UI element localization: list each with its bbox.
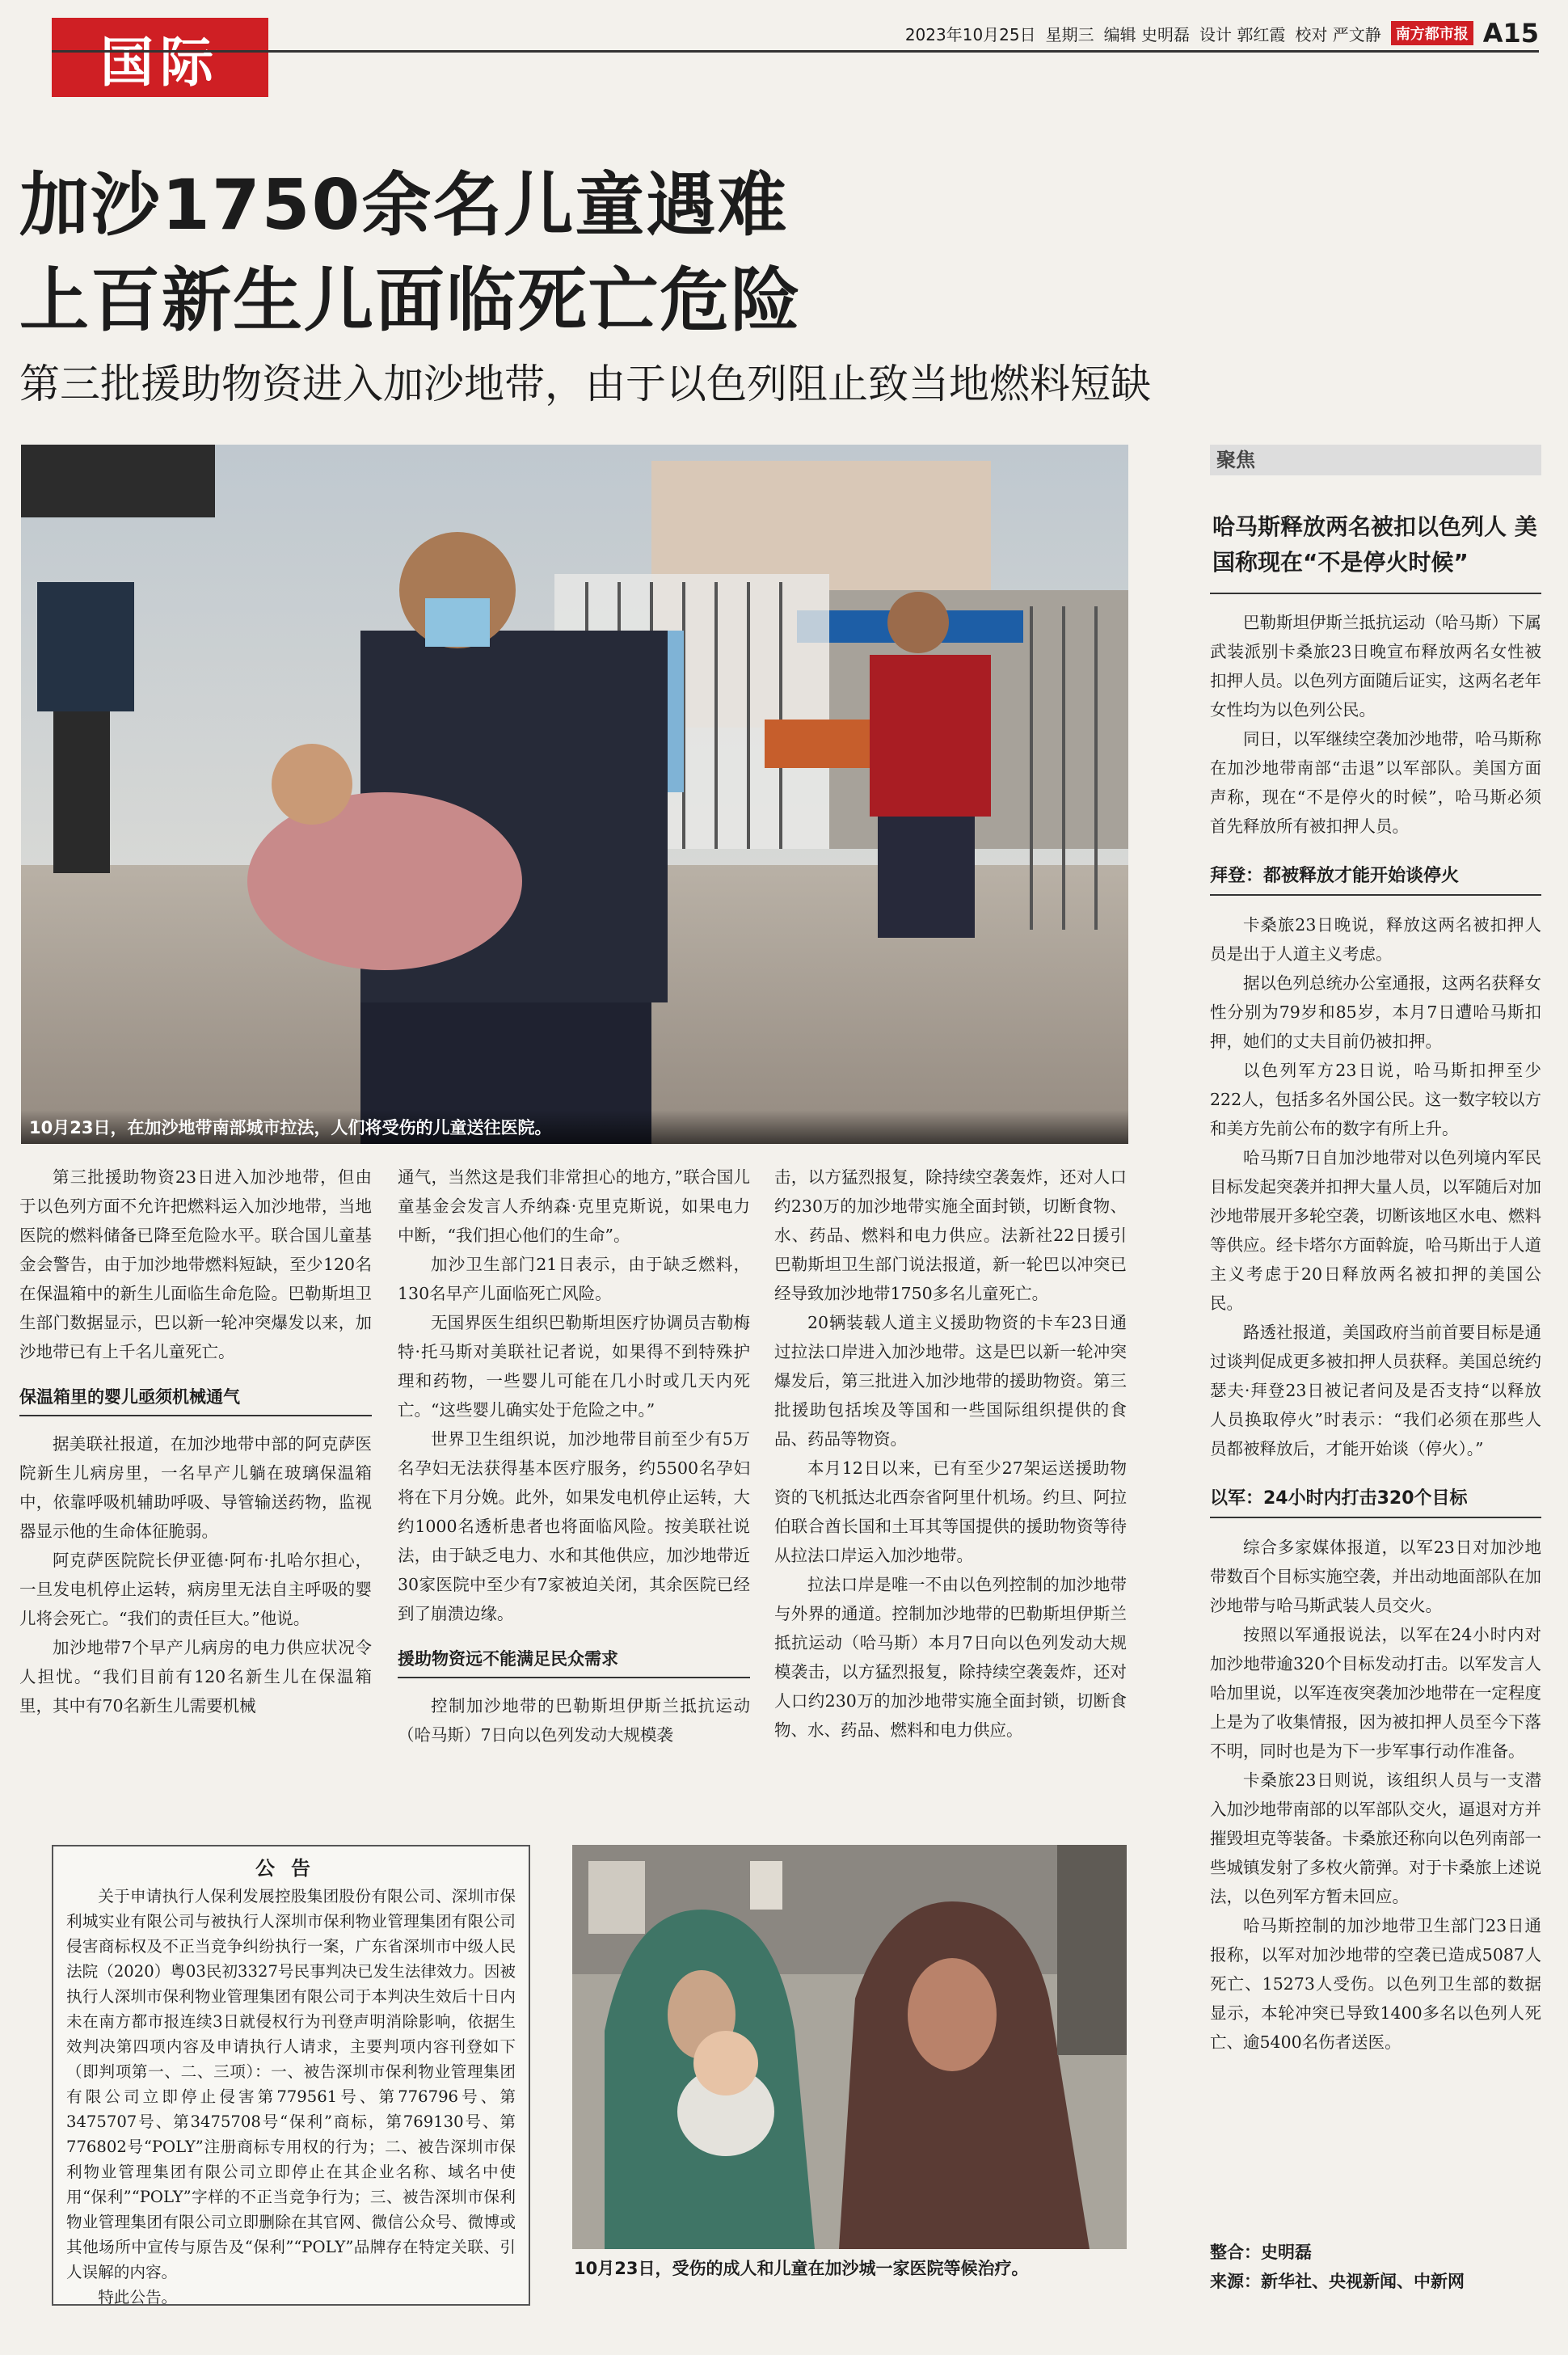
- article-paragraph: 控制加沙地带的巴勒斯坦伊斯兰抵抗运动（哈马斯）7日向以色列发动大规模袭: [398, 1696, 750, 1745]
- hospital-photo: [572, 1845, 1127, 2249]
- sidebar-paragraph: 以色列军方23日说，哈马斯扣押至少222人，包括多名外国公民。这一数字较以方和美方先前公布的数字有所上升。: [1210, 1061, 1541, 1138]
- credit-source: 来源：新华社、央视新闻、中新网: [1210, 2272, 1465, 2291]
- article-paragraph: 第三批援助物资23日进入加沙地带，但由于以色列方面不允许把燃料运入加沙地带，当地医院的燃料储备已降至危险水平。联合国儿童基金会警告，由于加沙地带燃料短缺，至少120名在保温箱中的新生儿面临生命危险。巴勒斯坦卫生部门数据显示，巴以新一轮冲突爆发以来，加沙地带已有上千名儿童死亡。: [19, 1167, 372, 1361]
- proof-credit: 校对 严文静: [1295, 24, 1381, 44]
- article-subhead: 保温箱里的婴儿亟须机械通气: [19, 1381, 372, 1416]
- headline: [19, 158, 1135, 348]
- issue-weekday: 星期三: [1045, 24, 1094, 44]
- hospital-photo-image: [572, 1845, 1127, 2249]
- issue-date: 2023年10月25日: [904, 24, 1036, 44]
- notice-end: 特此公告。: [98, 2288, 178, 2306]
- main-photo-caption: 10月23日，在加沙地带南部城市拉法，人们将受伤的儿童送往医院。: [21, 1110, 1128, 1144]
- sidebar-subhead: 拜登：都被释放才能开始谈停火: [1210, 859, 1541, 896]
- editor-credit: 编辑 史明磊: [1103, 24, 1190, 44]
- article-paragraph: 加沙卫生部门21日表示，由于缺乏燃料，130名早产儿面临死亡风险。: [398, 1255, 750, 1303]
- article-column-3: [774, 1163, 1127, 1745]
- sidebar-paragraph: 据以色列总统办公室通报，这两名获释女性分别为79岁和85岁，本月7日遭哈马斯扣押，她们的丈夫目前仍被扣押。: [1210, 973, 1541, 1051]
- sidebar-paragraph: 巴勒斯坦伊斯兰抵抗运动（哈马斯）下属武装派别卡桑旅23日晚宣布释放两名女性被扣押人员。以色列方面随后证实，这两名老年女性均为以色列公民。: [1210, 613, 1541, 720]
- page-number: A15: [1482, 18, 1539, 49]
- newspaper-logo: 南方都市报: [1391, 21, 1473, 45]
- headline-line-2: 上百新生儿面临死亡危险: [19, 260, 802, 341]
- article-column-2: [398, 1163, 750, 1749]
- article-paragraph: 击，以方猛烈报复，除持续空袭轰炸，还对人口约230万的加沙地带实施全面封锁，切断食物、水、药品、燃料和电力供应。法新社22日援引巴勒斯坦卫生部门说法报道，新一轮巴以冲突已经导致加沙地带1750多名儿童死亡。: [774, 1167, 1127, 1303]
- sidebar-subhead: 以军：24小时内打击320个目标: [1210, 1481, 1541, 1518]
- headline-line-1: 加沙1750余名儿童遇难: [19, 165, 789, 246]
- sidebar-paragraph: 按照以军通报说法，以军在24小时内对加沙地带逾320个目标发动打击。以军发言人哈加里说，以军连夜突袭加沙地带在一定程度上是为了收集情报，因为被扣押人员至今下落不明，同时也是为下一步军事行动作准备。: [1210, 1625, 1541, 1761]
- sidebar-paragraph: 卡桑旅23日晚说，释放这两名被扣押人员是出于人道主义考虑。: [1210, 915, 1541, 964]
- focus-label: 聚焦: [1210, 445, 1541, 475]
- hospital-photo-caption: 10月23日，受伤的成人和儿童在加沙城一家医院等候治疗。: [574, 2259, 1029, 2278]
- header-rule: [52, 50, 1539, 53]
- article-column-1: [19, 1163, 372, 1720]
- article-paragraph: 世界卫生组织说，加沙地带目前至少有5万名孕妇无法获得基本医疗服务，约5500名孕妇将在下月分娩。此外，如果发电机停止运转，大约1000名透析患者也将面临风险。按美联社说法，由于缺乏电力、水和其他供应，加沙地带近30家医院中至少有7家被迫关闭，其余医院已经到了崩溃边缘。: [398, 1429, 750, 1623]
- credit-editor: 整合：史明磊: [1210, 2243, 1312, 2262]
- legal-notice: [52, 1845, 530, 2306]
- article-paragraph: 本月12日以来，已有至少27架运送援助物资的飞机抵达北西奈省阿里什机场。约旦、阿拉伯联合酋长国和土耳其等国提供的援助物资等待从拉法口岸运入加沙地带。: [774, 1458, 1127, 1565]
- article-paragraph: 无国界医生组织巴勒斯坦医疗协调员吉勒梅特·托马斯对美联社记者说，如果得不到特殊护理和药物，一些婴儿可能在几小时或几天内死亡。“这些婴儿确实处于危险之中。”: [398, 1313, 750, 1420]
- sidebar-title-rule: [1210, 593, 1541, 594]
- article-subhead: 援助物资远不能满足民众需求: [398, 1643, 750, 1678]
- credit-block: [1210, 2238, 1541, 2296]
- sidebar-paragraph: 综合多家媒体报道，以军23日对加沙地带数百个目标实施空袭，并出动地面部队在加沙地带与哈马斯武装人员交火。: [1210, 1538, 1541, 1615]
- article-paragraph: 通气，当然这是我们非常担心的地方，”联合国儿童基金会发言人乔纳森·克里克斯说，如果电力中断，“我们担心他们的生命”。: [398, 1167, 750, 1245]
- sidebar-paragraph: 哈马斯7日自加沙地带对以色列境内军民目标发起突袭并扣押大量人员，以军随后对加沙地带展开多轮空袭，切断该地区水电、燃料等供应。经卡塔尔方面斡旋，哈马斯出于人道主义考虑于20日释放两名被扣押的美国公民。: [1210, 1148, 1541, 1313]
- sidebar-paragraph: 哈马斯控制的加沙地带卫生部门23日通报称，以军对加沙地带的空袭已造成5087人死亡、15273人受伤。以色列卫生部的数据显示，本轮冲突已导致1400多名以色列人死亡、逾5400名伤者送医。: [1210, 1916, 1541, 2052]
- article-paragraph: 加沙地带7个早产儿病房的电力供应状况令人担忧。“我们目前有120名新生儿在保温箱里，其中有70名新生儿需要机械: [19, 1638, 372, 1716]
- main-photo: [21, 445, 1128, 1144]
- sidebar-paragraph: 路透社报道，美国政府当前首要目标是通过谈判促成更多被扣押人员获释。美国总统约瑟夫·拜登23日被记者问及是否支持“以释放人员换取停火”时表示：“我们必须在那些人员都被释放后，才能开始谈（停火）。”: [1210, 1323, 1541, 1458]
- article-paragraph: 20辆装载人道主义援助物资的卡车23日通过拉法口岸进入加沙地带。这是巴以新一轮冲突爆发后，第三批进入加沙地带的援助物资。第三批援助包括埃及等国和一些国际组织提供的食品、药品等物资。: [774, 1313, 1127, 1449]
- article-paragraph: 阿克萨医院院长伊亚德·阿布·扎哈尔担心，一旦发电机停止运转，病房里无法自主呼吸的婴儿将会死亡。“我们的责任巨大。”他说。: [19, 1551, 372, 1628]
- article-paragraph: 拉法口岸是唯一不由以色列控制的加沙地带与外界的通道。控制加沙地带的巴勒斯坦伊斯兰抵抗运动（哈马斯）本月7日向以色列发动大规模袭击，以方猛烈报复，除持续空袭轰炸，还对人口约230万的加沙地带实施全面封锁，切断食物、水、药品、燃料和电力供应。: [774, 1575, 1127, 1740]
- notice-body: 关于申请执行人保利发展控股集团股份有限公司、深圳市保利城实业有限公司与被执行人深圳市保利物业管理集团有限公司侵害商标权及不正当竞争纠纷执行一案，广东省深圳市中级人民法院（2020）粤03民初3327号民事判决已发生法律效力。因被执行人深圳市保利物业管理集团有限公司于本判决生效后十日内未在南方都市报连续3日就侵权行为刊登声明消除影响，依据生效判决第四项内容及申请执行人请求，主要判项内容刊登如下（即判项第一、二、三项）：一、被告深圳市保利物业管理集团有限公司立即停止侵害第779561号、第776796号、第3475707号、第3475708号“保利”商标，第769130号、第776802号“POLY”注册商标专用权的行为；二、被告深圳市保利物业管理集团有限公司立即停止在其企业名称、域名中使用“保利”“POLY”字样的不正当竞争行为；三、被告深圳市保利物业管理集团有限公司立即删除在其官网、微信公众号、微博或其他场所中宣传与原告及“保利”“POLY”品牌存在特定关联、引人误解的内容。: [66, 1887, 516, 2281]
- section-tag: 国际: [52, 18, 268, 97]
- sidebar-body: [1210, 608, 1541, 2057]
- notice-title: 公告: [255, 1856, 327, 1880]
- header-meta: [905, 18, 1539, 49]
- article-paragraph: 据美联社报道，在加沙地带中部的阿克萨医院新生儿病房里，一名早产儿躺在玻璃保温箱中，依靠呼吸机辅助呼吸、导管输送药物，监视器显示他的生命体征脆弱。: [19, 1434, 372, 1541]
- subheadline: 第三批援助物资进入加沙地带，由于以色列阻止致当地燃料短缺: [19, 361, 1151, 407]
- sidebar-paragraph: 同日，以军继续空袭加沙地带，哈马斯称在加沙地带南部“击退”以军部队。美国方面声称，现在“不是停火的时候”，哈马斯必须首先释放所有被扣押人员。: [1210, 729, 1541, 836]
- design-credit: 设计 郭红霞: [1199, 24, 1286, 44]
- sidebar-title: 哈马斯释放两名被扣以色列人 美国称现在“不是停火时候”: [1212, 513, 1537, 576]
- main-photo-image: [21, 445, 1128, 1144]
- sidebar-paragraph: 卡桑旅23日则说，该组织人员与一支潜入加沙地带南部的以军部队交火，逼退对方并摧毁坦克等装备。卡桑旅还称向以色列南部一些城镇发射了多枚火箭弹。对于卡桑旅上述说法，以色列军方暂未回应。: [1210, 1770, 1541, 1906]
